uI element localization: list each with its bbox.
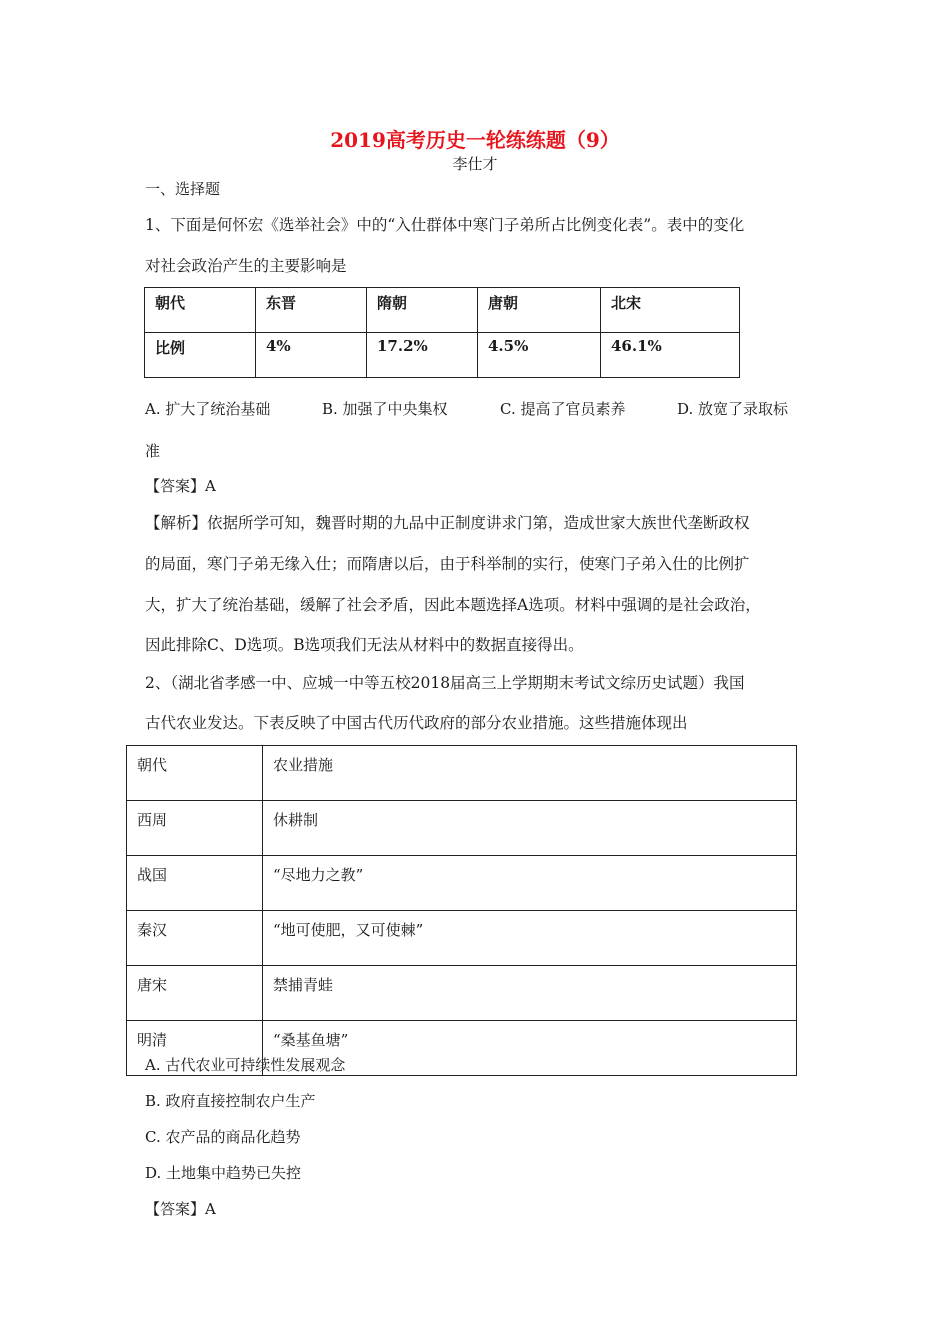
q1-stem-line2: 对社会政治产生的主要影响是 xyxy=(145,257,347,275)
q2-stem-line1: 2、（湖北省孝感一中、应城一中等五校2018届高三上学期期末考试文综历史试题）我国 xyxy=(145,674,745,692)
q1-analysis-line3: 大，扩大了统治基础，缓解了社会矛盾，因此本题选择A选项。材料中强调的是社会政治， xyxy=(145,596,761,614)
q1-option-d: D. 放宽了录取标 xyxy=(677,400,789,418)
table-cell: 17.2% xyxy=(367,333,478,378)
table-cell: 农业措施 xyxy=(263,746,797,801)
q1-option-d-wrap: 准 xyxy=(145,442,161,460)
table-row xyxy=(127,746,797,801)
table-row xyxy=(145,288,740,333)
q1-analysis-line2: 的局面，寒门子弟无缘入仕；而隋唐以后，由于科举制的实行，使寒门子弟入仕的比例扩 xyxy=(145,555,750,573)
table-cell: 休耕制 xyxy=(263,801,797,856)
author: 李仕才 xyxy=(452,155,498,173)
table-cell: “桑基鱼塘” xyxy=(263,1021,797,1076)
table-row xyxy=(127,801,797,856)
table-row xyxy=(145,333,740,378)
q2-option-d: D. 土地集中趋势已失控 xyxy=(145,1164,302,1182)
table-cell: 4% xyxy=(256,333,367,378)
table-row xyxy=(127,966,797,1021)
q1-analysis-line1: 【解析】依据所学可知，魏晋时期的九品中正制度讲求门第，造成世家大族世代垄断政权 xyxy=(145,514,750,532)
q1-option-c: C. 提高了官员素养 xyxy=(500,400,626,418)
table-cell: 明清 xyxy=(127,1021,263,1076)
q2-answer: 【答案】A xyxy=(145,1200,216,1218)
q1-analysis-line4: 因此排除C、D选项。B选项我们无法从材料中的数据直接得出。 xyxy=(145,636,584,654)
page-title: 2019高考历史一轮练练题（9） xyxy=(330,128,620,152)
table-row xyxy=(127,911,797,966)
table-row xyxy=(127,856,797,911)
q2-table xyxy=(126,745,797,1076)
q2-option-b: B. 政府直接控制农户生产 xyxy=(145,1092,316,1110)
q1-answer: 【答案】A xyxy=(145,477,216,495)
table-cell: 朝代 xyxy=(145,288,256,333)
q2-option-c: C. 农产品的商品化趋势 xyxy=(145,1128,301,1146)
q1-option-b: B. 加强了中央集权 xyxy=(322,400,448,418)
table-cell: 秦汉 xyxy=(127,911,263,966)
table-cell: “尽地力之教” xyxy=(263,856,797,911)
q1-option-a: A. 扩大了统治基础 xyxy=(145,400,271,418)
table-cell: 唐朝 xyxy=(478,288,601,333)
table-cell: 46.1% xyxy=(601,333,740,378)
table-cell: 4.5% xyxy=(478,333,601,378)
section-heading: 一、选择题 xyxy=(145,180,221,198)
q1-table xyxy=(144,287,740,378)
table-cell: 西周 xyxy=(127,801,263,856)
table-cell: 唐宋 xyxy=(127,966,263,1021)
table-cell: 东晋 xyxy=(256,288,367,333)
table-cell: 比例 xyxy=(145,333,256,378)
q2-stem-line2: 古代农业发达。下表反映了中国古代历代政府的部分农业措施。这些措施体现出 xyxy=(145,714,688,732)
q2-option-a: A. 古代农业可持续性发展观念 xyxy=(145,1056,346,1074)
table-cell: 禁捕青蛙 xyxy=(263,966,797,1021)
table-cell: 北宋 xyxy=(601,288,740,333)
table-cell: 朝代 xyxy=(127,746,263,801)
q1-stem-line1: 1、下面是何怀宏《选举社会》中的“入仕群体中寒门子弟所占比例变化表”。表中的变化 xyxy=(145,216,745,234)
table-cell: 隋朝 xyxy=(367,288,478,333)
table-cell: 战国 xyxy=(127,856,263,911)
table-cell: “地可使肥，又可使棘” xyxy=(263,911,797,966)
